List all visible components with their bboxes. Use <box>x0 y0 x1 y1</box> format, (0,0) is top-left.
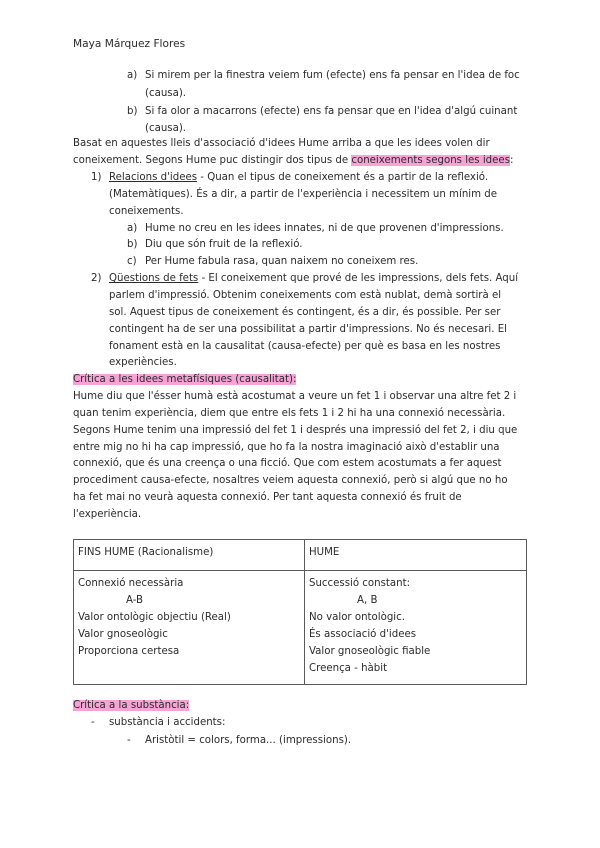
intro-colon: : <box>510 155 514 166</box>
cell-line: Valor gnoseològic <box>78 629 168 640</box>
cell-line: A, B <box>357 595 378 606</box>
type-line: parlem d'impressió. Obtenim coneixements com està nublat, demà sortirà el <box>109 290 502 301</box>
type-marker: 2) <box>91 273 102 284</box>
cell-line: Connexió necessària <box>78 578 184 589</box>
bullet-text: Aristòtil = colors, forma... (impressions). <box>145 735 352 746</box>
paragraph-line: procediment causa-efecte, nosaltres veiem aquesta connexió, però si algú que no ho <box>73 475 508 486</box>
bullet-text: substància i accidents: <box>109 717 226 728</box>
subitem-text: Diu que són fruit de la reflexió. <box>145 239 303 250</box>
comparison-table <box>73 539 527 685</box>
type-title: Relacions d'idees <box>109 172 198 183</box>
paragraph-line: l'experiència. <box>73 509 142 520</box>
subitem-marker: b) <box>127 239 138 250</box>
example-text: Si mirem per la finestra veiem fum (efecte) ens fa pensar en l'idea de foc <box>145 70 520 81</box>
section-heading <box>73 698 189 714</box>
type-text: - Quan el tipus de coneixement és a partir de la reflexió. <box>197 172 489 183</box>
example-marker: a) <box>127 70 138 81</box>
cell-line: Valor gnoseològic fiable <box>309 646 431 657</box>
example-text: Si fa olor a macarrons (efecte) ens fa pensar que en l'idea d'algú cuinant <box>145 106 518 117</box>
subitem-marker: c) <box>127 256 137 267</box>
section-heading <box>73 372 296 388</box>
table-header-cell: FINS HUME (Racionalisme) <box>74 540 305 571</box>
cell-line: És associació d'idees <box>309 629 417 640</box>
intro-text: coneixement. Segons Hume puc distingir dos tipus de <box>73 155 352 166</box>
table-row <box>74 571 527 685</box>
highlighted-phrase: coneixements segons les idees <box>351 155 510 166</box>
paragraph-line: connexió, que és una creença o una ficció. Que com estem acostumats a fer aquest <box>73 458 502 469</box>
type-line <box>109 271 518 287</box>
cell-line: Valor ontològic objectiu (Real) <box>78 612 231 623</box>
author-name: Maya Márquez Flores <box>73 38 186 50</box>
cell-line: A-B <box>126 595 144 606</box>
table-header-cell: HUME <box>305 540 527 571</box>
paragraph-line: entre mig no hi ha cap impressió, que ho fa la nostra imaginació això d'establir una <box>73 442 500 453</box>
example-text: (causa). <box>145 123 187 134</box>
type-marker: 1) <box>91 172 102 183</box>
bullet-marker: - <box>91 717 95 728</box>
cell-line: Proporciona certesa <box>78 646 180 657</box>
cell-line: No valor ontològic. <box>309 612 405 623</box>
paragraph-line: ha fet mai no veurà aquesta connexió. Per tant aquesta connexió és fruit de <box>73 492 462 503</box>
critique-causality-heading: Crítica a les idees metafísiques (causalitat): <box>73 374 297 385</box>
table-cell-rationalism <box>74 571 305 685</box>
paragraph-line: quan tenim experiència, diem que entre els fets 1 i 2 hi ha una connexió necessària. <box>73 408 506 419</box>
type-line <box>109 170 488 186</box>
table-header-row <box>74 540 527 571</box>
table-cell-hume <box>305 571 527 685</box>
intro-line: Basat en aquestes lleis d'associació d'idees Hume arriba a que les idees volen dir <box>73 138 490 149</box>
type-line: coneixements. <box>109 206 184 217</box>
paragraph-line: Hume diu que l'ésser humà està acostumat a veure un fet 1 i observar una altre fet 2 i <box>73 391 517 402</box>
type-line: experiències. <box>109 357 177 368</box>
example-text: (causa). <box>145 88 187 99</box>
subitem-text: Hume no creu en les idees innates, ni de que provenen d'impressions. <box>145 223 504 234</box>
cell-line: Successió constant: <box>309 578 411 589</box>
type-title: Qüestions de fets <box>109 273 199 284</box>
type-line: contingent ha de ser una possibilitat a partir d'impressions. No és necesari. El <box>109 324 507 335</box>
example-marker: b) <box>127 106 138 117</box>
type-line: (Matemàtiques). És a dir, a partir de l'experiència i necessitem un mínim de <box>109 189 498 200</box>
paragraph-line: Segons Hume tenim una impressió del fet 1 i després una impressió del fet 2, i diu que <box>73 425 518 436</box>
type-line: fonament està en la causalitat (causa-efecte) per què es basa en les nostres <box>109 341 501 352</box>
bullet-marker: - <box>127 735 131 746</box>
intro-line <box>73 153 513 169</box>
type-line: sol. Aquest tipus de coneixement és contingent, és a dir, és possible. Per ser <box>109 307 501 318</box>
cell-line: Creença - hàbit <box>309 663 388 674</box>
subitem-marker: a) <box>127 223 138 234</box>
subitem-text: Per Hume fabula rasa, quan naixem no coneixem res. <box>145 256 419 267</box>
critique-substance-heading: Crítica a la substància: <box>73 700 190 711</box>
type-text: - El coneixement que prové de les impressions, dels fets. Aquí <box>198 273 519 284</box>
